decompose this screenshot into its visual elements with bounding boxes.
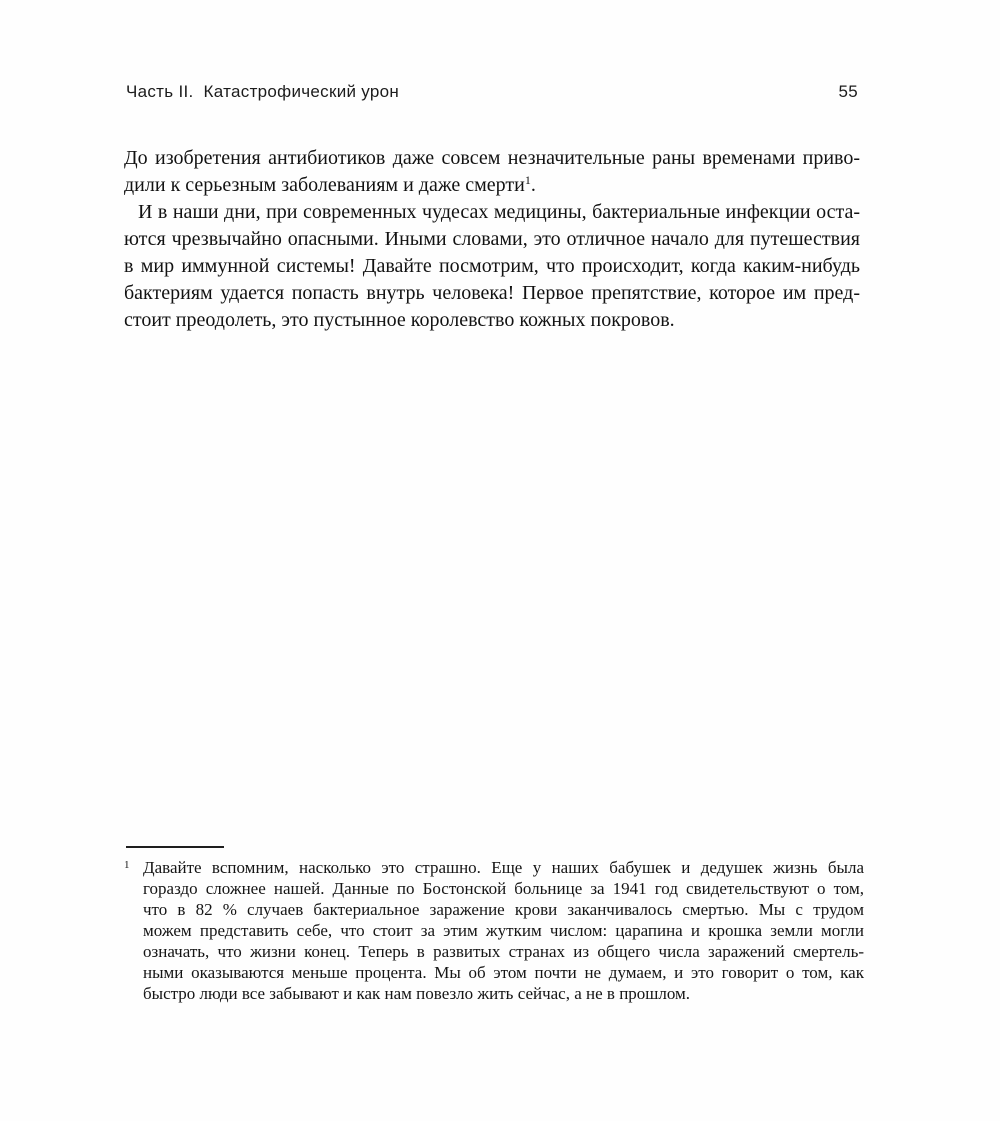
body-line: стоит преодолеть, это пустынное королевство кожных покровов.	[124, 309, 675, 331]
page-number: 55	[838, 82, 858, 101]
running-title-chapter: Катастрофический урон	[203, 82, 400, 101]
body-text: дили к серьезным заболеваниям и даже смерти	[124, 174, 525, 196]
footnote-line: $^1$ Давайте вспомним, насколько это страшно. Еще у наших бабушек и дедушек жизнь была	[124, 858, 864, 877]
footnote-line: можем представить себе, что стоит за этим жутким числом: царапина и крошка земли могли	[143, 921, 864, 940]
body-line: ются чрезвычайно опасными. Иными словами, это отличное начало для путешествия	[124, 228, 860, 250]
body-line: бактериям удается попасть внутрь человека! Первое препятствие, которое им пред-	[124, 282, 860, 304]
footnote-line: ными оказываются меньше процента. Мы об этом почти не думаем, и это говорит о том, как	[143, 963, 864, 982]
footnote-line: что в 82 % случаев бактериальное заражение крови заканчивалось смертью. Мы с трудом	[143, 900, 864, 919]
page-header	[126, 82, 858, 102]
running-title-section: Часть II.	[126, 82, 194, 101]
paragraph-2	[124, 199, 860, 334]
footnote-line: гораздо сложнее нашей. Данные по Бостонской больнице за 1941 год свидетельствуют о том,	[143, 879, 864, 898]
footnote-line: означать, что жизни конец. Теперь в развитых странах из общего числа заражений смертель-	[143, 942, 864, 961]
footnote-line: быстро люди все забывают и как нам повезло жить сейчас, а не в прошлом.	[143, 984, 691, 1003]
body-text-block	[124, 145, 860, 334]
body-line: До изобретения антибиотиков даже совсем незначительные раны временами приво-	[124, 147, 860, 169]
footnote-separator-rule	[126, 846, 224, 848]
body-line: в мир иммунной системы! Давайте посмотрим, что происходит, когда каким-нибудь	[124, 255, 860, 277]
body-line	[124, 172, 860, 199]
footnote-text: Давайте вспомним, насколько это страшно. Еще у наших бабушек и дедушек жизнь была	[143, 858, 864, 877]
paragraph-1	[124, 145, 860, 199]
body-text: .	[530, 174, 536, 196]
body-line: И в наши дни, при современных чудесах медицины, бактериальные инфекции оста-	[138, 201, 860, 223]
running-title	[126, 82, 399, 102]
footnote-ref-superscript: 1	[524, 173, 531, 187]
footnote-block	[124, 857, 864, 1004]
